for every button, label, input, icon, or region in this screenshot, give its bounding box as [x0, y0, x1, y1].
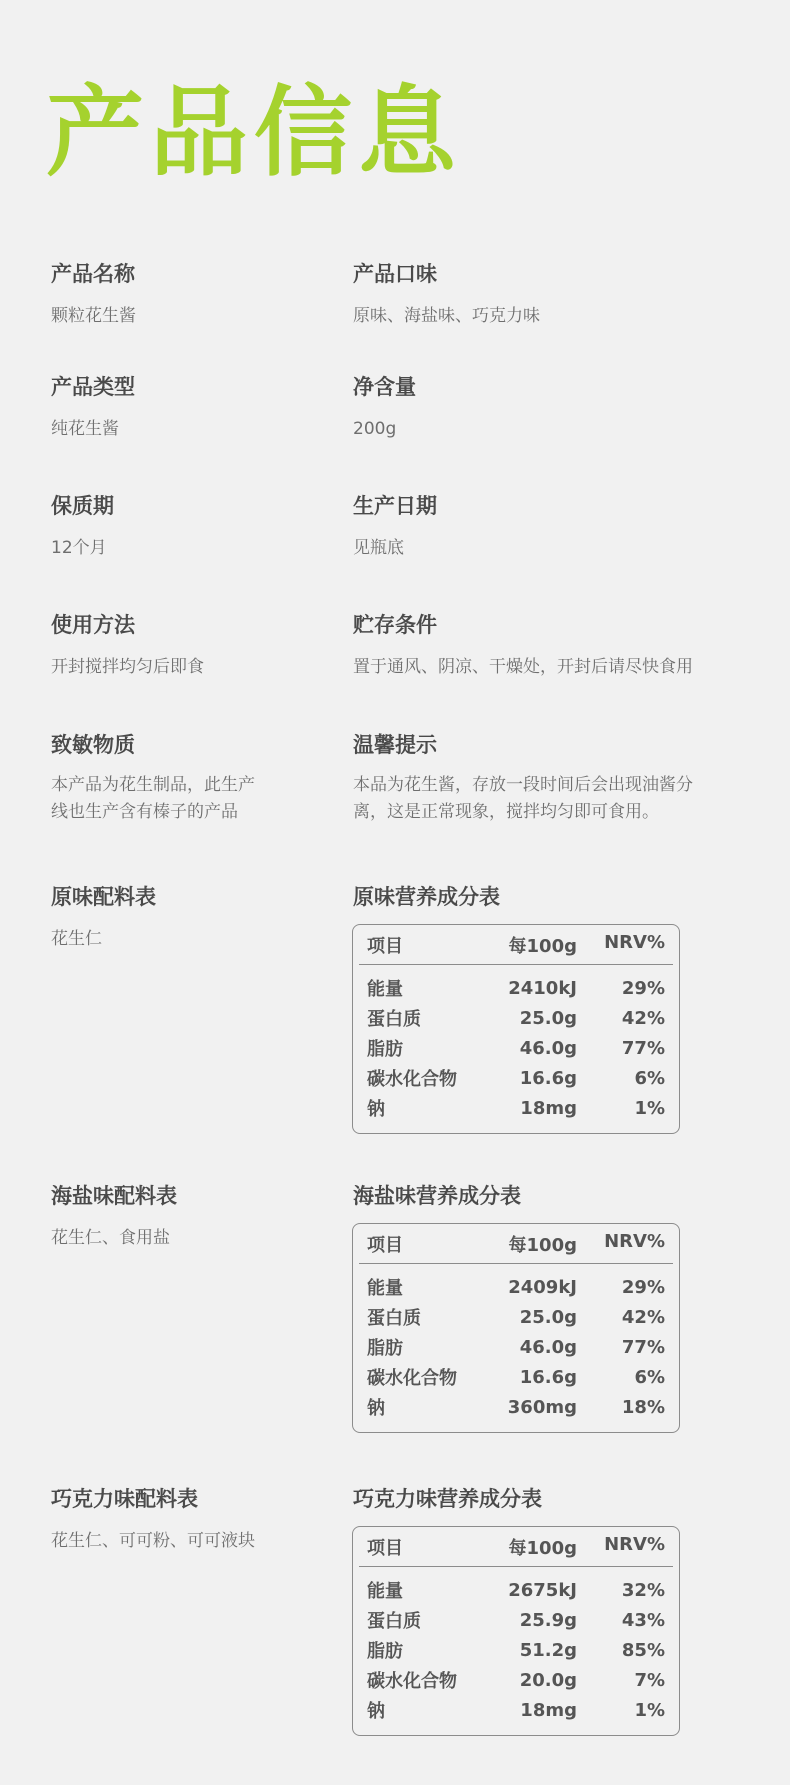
header-item: 项目 [367, 936, 403, 957]
row-nrv: 1% [634, 1699, 665, 1721]
row-item: 碳水化合物 [367, 1069, 457, 1090]
row-nrv: 32% [621, 1579, 665, 1601]
row-amount: 18mg [520, 1097, 577, 1119]
row-nrv: 42% [621, 1306, 665, 1328]
row-item: 能量 [367, 1581, 403, 1602]
field-label: 净含量 [353, 375, 416, 399]
ingredients-label: 原味配料表 [51, 885, 156, 909]
table-header [359, 1224, 673, 1264]
row-nrv: 18% [621, 1396, 665, 1418]
table-row [367, 1392, 665, 1422]
row-amount: 16.6g [519, 1366, 577, 1388]
row-item: 碳水化合物 [367, 1671, 457, 1692]
field-label: 产品名称 [51, 262, 135, 286]
field-value: 本品为花生酱，存放一段时间后会出现油酱分 离，这是正常现象，搅拌均匀即可食用。 [353, 775, 693, 823]
field-storage [353, 613, 773, 681]
row-amount: 25.0g [519, 1306, 577, 1328]
nutrition-title-original: 原味营养成分表 [353, 885, 500, 909]
row-amount: 2409kJ [508, 1276, 577, 1298]
table-row [367, 1665, 665, 1695]
row-item: 钠 [367, 1099, 385, 1120]
header-per100g: 每100g [508, 1538, 577, 1559]
table-row [367, 1063, 665, 1093]
row-item: 脂肪 [367, 1641, 403, 1662]
field-value: 12个月 [51, 538, 107, 559]
row-item: 能量 [367, 979, 403, 1000]
row-amount: 20.0g [519, 1669, 577, 1691]
ingredients-value: 花生仁 [51, 929, 102, 950]
row-item: 能量 [367, 1278, 403, 1299]
row-nrv: 29% [621, 977, 665, 999]
row-nrv: 6% [634, 1366, 665, 1388]
table-row [367, 1695, 665, 1725]
field-label: 生产日期 [353, 494, 437, 518]
table-row [367, 1635, 665, 1665]
row-item: 脂肪 [367, 1039, 403, 1060]
field-product-flavor [353, 262, 773, 330]
row-amount: 2675kJ [508, 1579, 577, 1601]
header-per100g: 每100g [508, 1235, 577, 1256]
row-nrv: 29% [621, 1276, 665, 1298]
row-nrv: 77% [621, 1037, 665, 1059]
field-value: 200g [353, 419, 397, 440]
field-value: 颗粒花生酱 [51, 306, 136, 327]
field-label: 产品口味 [353, 262, 437, 286]
table-row [367, 1003, 665, 1033]
ingredients-value: 花生仁、可可粉、可可液块 [51, 1531, 255, 1552]
field-label: 保质期 [51, 494, 114, 518]
row-nrv: 7% [634, 1669, 665, 1691]
row-amount: 51.2g [519, 1639, 577, 1661]
table-row [367, 1093, 665, 1123]
field-label: 贮存条件 [353, 613, 437, 637]
row-nrv: 6% [634, 1067, 665, 1089]
nutrition-title-sea-salt: 海盐味营养成分表 [353, 1184, 521, 1208]
field-value: 本产品为花生制品，此生产 线也生产含有榛子的产品 [51, 775, 255, 823]
field-value: 纯花生酱 [51, 419, 119, 440]
row-amount: 18mg [520, 1699, 577, 1721]
row-amount: 46.0g [519, 1336, 577, 1358]
table-header [359, 925, 673, 965]
table-row [367, 1575, 665, 1605]
table-row [367, 1605, 665, 1635]
ingredients-value: 花生仁、食用盐 [51, 1228, 170, 1249]
table-row [367, 1033, 665, 1063]
row-item: 蛋白质 [367, 1611, 421, 1632]
ingredients-label: 巧克力味配料表 [51, 1487, 198, 1511]
row-nrv: 1% [634, 1097, 665, 1119]
row-amount: 2410kJ [508, 977, 577, 999]
row-item: 蛋白质 [367, 1308, 421, 1329]
header-nrv: NRV% [604, 1231, 665, 1252]
nutrition-table-original [352, 924, 680, 1134]
header-nrv: NRV% [604, 932, 665, 953]
table-row [367, 1302, 665, 1332]
header-item: 项目 [367, 1235, 403, 1256]
header-nrv: NRV% [604, 1534, 665, 1555]
field-label: 温馨提示 [353, 733, 437, 757]
page-title: 产品信息 [46, 76, 463, 190]
field-value: 见瓶底 [353, 538, 404, 559]
field-label: 致敏物质 [51, 733, 135, 757]
ingredients-label: 海盐味配料表 [51, 1184, 177, 1208]
table-row [367, 1362, 665, 1392]
header-per100g: 每100g [508, 936, 577, 957]
row-nrv: 77% [621, 1336, 665, 1358]
field-value: 置于通风、阴凉、干燥处，开封后请尽快食用 [353, 657, 693, 678]
row-item: 钠 [367, 1398, 385, 1419]
row-amount: 16.6g [519, 1067, 577, 1089]
row-item: 蛋白质 [367, 1009, 421, 1030]
row-nrv: 85% [621, 1639, 665, 1661]
field-production-date [353, 494, 773, 562]
table-row [367, 973, 665, 1003]
row-item: 脂肪 [367, 1338, 403, 1359]
row-amount: 25.9g [519, 1609, 577, 1631]
row-item: 钠 [367, 1701, 385, 1722]
field-value: 开封搅拌均匀后即食 [51, 657, 204, 678]
field-tips [353, 733, 773, 827]
header-item: 项目 [367, 1538, 403, 1559]
field-net-content [353, 375, 773, 443]
field-value: 原味、海盐味、巧克力味 [353, 306, 540, 327]
row-amount: 360mg [507, 1396, 577, 1418]
row-nrv: 42% [621, 1007, 665, 1029]
table-row [367, 1332, 665, 1362]
row-amount: 46.0g [519, 1037, 577, 1059]
nutrition-title-chocolate: 巧克力味营养成分表 [353, 1487, 542, 1511]
table-row [367, 1272, 665, 1302]
field-label: 使用方法 [51, 613, 135, 637]
field-label: 产品类型 [51, 375, 135, 399]
row-nrv: 43% [621, 1609, 665, 1631]
row-amount: 25.0g [519, 1007, 577, 1029]
nutrition-table-chocolate [352, 1526, 680, 1736]
row-item: 碳水化合物 [367, 1368, 457, 1389]
table-header [359, 1527, 673, 1567]
nutrition-table-sea-salt [352, 1223, 680, 1433]
